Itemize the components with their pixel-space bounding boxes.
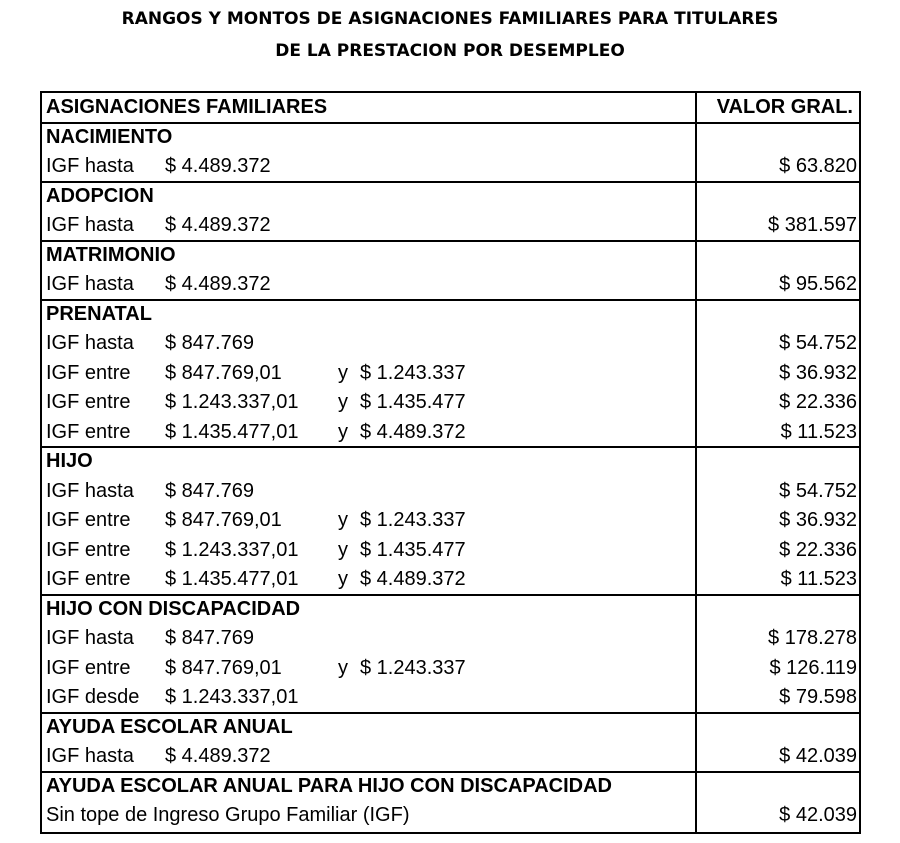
income-range-label: IGF entre (46, 539, 131, 561)
income-range-label: IGF entre (46, 362, 131, 384)
range-from: $ 1.243.337,01 (165, 391, 299, 413)
range-conjunction: y (338, 568, 348, 590)
range-to: $ 1.243.337 (360, 509, 466, 531)
income-range-label: IGF entre (46, 509, 131, 531)
table-row (42, 565, 859, 594)
table-row (42, 329, 859, 358)
table-row (42, 211, 859, 240)
section-title-row (42, 300, 859, 329)
range-conjunction: y (338, 391, 348, 413)
section-title-row (42, 182, 859, 211)
header-concept: ASIGNACIONES FAMILIARES (46, 96, 328, 118)
range-from: $ 847.769 (165, 480, 254, 502)
range-from: $ 847.769 (165, 627, 254, 649)
range-conjunction: y (338, 509, 348, 531)
allowance-value: $ 381.597 (768, 214, 857, 236)
allowance-value: $ 42.039 (779, 804, 857, 826)
table-row (42, 477, 859, 506)
table-row (42, 506, 859, 535)
allowances-table (40, 91, 861, 834)
allowance-value: $ 95.562 (779, 273, 857, 295)
table-row (42, 418, 859, 447)
income-range-label: IGF entre (46, 657, 131, 679)
allowance-value: $ 11.523 (780, 568, 857, 590)
allowance-value: $ 22.336 (779, 391, 857, 413)
section-title: ADOPCION (46, 185, 154, 207)
section-title: HIJO (46, 450, 93, 472)
income-range-label: IGF hasta (46, 627, 134, 649)
income-range-label: IGF hasta (46, 273, 134, 295)
range-from: $ 4.489.372 (165, 273, 271, 295)
range-from: $ 4.489.372 (165, 214, 271, 236)
allowance-value: $ 126.119 (769, 657, 857, 679)
range-from: $ 4.489.372 (165, 745, 271, 767)
table-row (42, 388, 859, 417)
section-title-row (42, 713, 859, 742)
income-range-label: IGF desde (46, 686, 140, 708)
allowance-value: $ 63.820 (779, 155, 857, 177)
range-from: $ 1.435.477,01 (165, 421, 299, 443)
range-from: $ 847.769,01 (165, 657, 282, 679)
allowance-value: $ 42.039 (779, 745, 857, 767)
income-range-label: IGF hasta (46, 480, 134, 502)
table-row (42, 270, 859, 299)
range-to: $ 4.489.372 (360, 568, 466, 590)
range-from: $ 1.435.477,01 (165, 568, 299, 590)
allowance-value: $ 79.598 (779, 686, 857, 708)
income-range-label: IGF hasta (46, 745, 134, 767)
range-from: $ 847.769 (165, 332, 254, 354)
allowance-value: $ 178.278 (768, 627, 857, 649)
income-range-label: IGF entre (46, 421, 131, 443)
range-conjunction: y (338, 539, 348, 561)
income-range-label: IGF hasta (46, 155, 134, 177)
range-to: $ 1.435.477 (360, 539, 466, 561)
income-range-label: IGF hasta (46, 332, 134, 354)
range-conjunction: y (338, 657, 348, 679)
allowance-value: $ 36.932 (779, 362, 857, 384)
range-to: $ 1.243.337 (360, 657, 466, 679)
section-title: PRENATAL (46, 303, 152, 325)
range-from: $ 847.769,01 (165, 509, 282, 531)
section-title: NACIMIENTO (46, 126, 173, 148)
range-from: $ 4.489.372 (165, 155, 271, 177)
allowance-value: $ 11.523 (780, 421, 857, 443)
table-row (42, 683, 859, 712)
section-title: AYUDA ESCOLAR ANUAL PARA HIJO CON DISCAPACIDAD (46, 775, 612, 797)
range-from: $ 1.243.337,01 (165, 539, 299, 561)
document-title-line-2: DE LA PRESTACION POR DESEMPLEO (275, 41, 625, 61)
table-header-row (42, 93, 859, 122)
section-title: MATRIMONIO (46, 244, 176, 266)
allowance-value: $ 54.752 (779, 332, 857, 354)
range-to: $ 4.489.372 (360, 421, 466, 443)
table-row (42, 624, 859, 653)
allowance-value: $ 54.752 (779, 480, 857, 502)
table-row (42, 801, 859, 830)
section-title-row (42, 241, 859, 270)
range-to: $ 1.243.337 (360, 362, 466, 384)
table-row (42, 536, 859, 565)
range-from: $ 847.769,01 (165, 362, 282, 384)
section-title: HIJO CON DISCAPACIDAD (46, 598, 301, 620)
allowance-value: $ 36.932 (779, 509, 857, 531)
table-row (42, 742, 859, 771)
document-title-line-1: RANGOS Y MONTOS DE ASIGNACIONES FAMILIARES PARA TITULARES (121, 9, 779, 29)
income-range-label: IGF entre (46, 568, 131, 590)
section-title: AYUDA ESCOLAR ANUAL (46, 716, 293, 738)
income-range-label: IGF hasta (46, 214, 134, 236)
range-from: $ 1.243.337,01 (165, 686, 299, 708)
range-conjunction: y (338, 421, 348, 443)
section-title-row (42, 447, 859, 476)
section-title-row (42, 595, 859, 624)
range-to: $ 1.435.477 (360, 391, 466, 413)
header-value: VALOR GRAL. (716, 96, 853, 118)
table-row (42, 152, 859, 181)
section-title-row (42, 772, 859, 801)
income-range-label: Sin tope de Ingreso Grupo Familiar (IGF) (46, 804, 410, 826)
table-row (42, 359, 859, 388)
range-conjunction: y (338, 362, 348, 384)
allowance-value: $ 22.336 (779, 539, 857, 561)
table-row (42, 654, 859, 683)
income-range-label: IGF entre (46, 391, 131, 413)
section-title-row (42, 123, 859, 152)
